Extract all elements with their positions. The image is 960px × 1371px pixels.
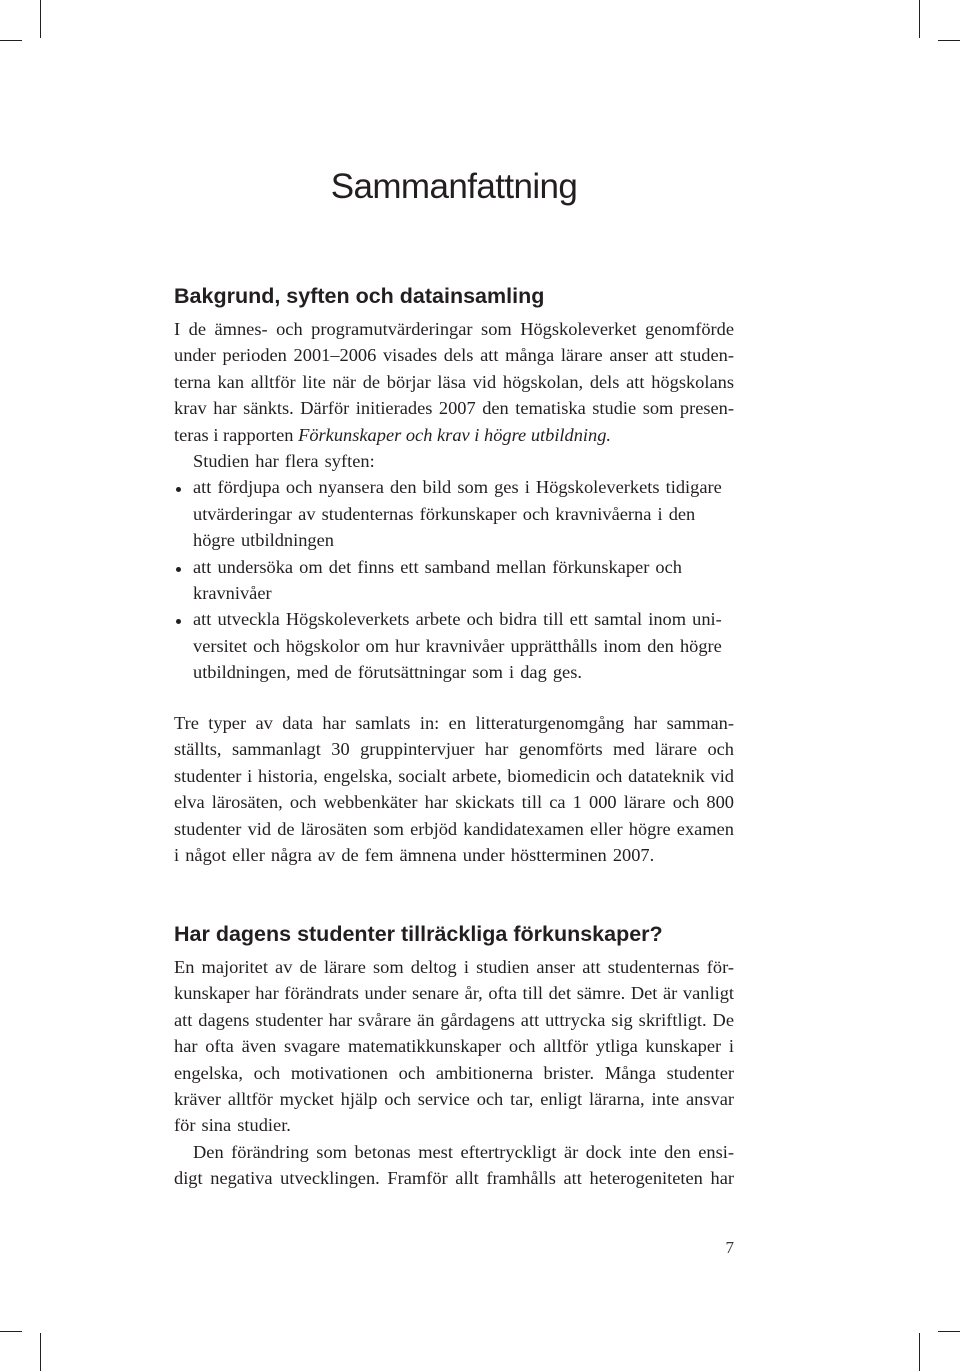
crop-mark	[919, 0, 920, 38]
text-line: En majoritet av de lärare som deltog i studien anser att studenternas för-	[174, 957, 734, 977]
text-line	[174, 633, 734, 659]
text-line: har ofta även svagare matematikkunskaper och alltför ytliga kunskaper i	[174, 1036, 734, 1057]
page-title: Sammanfattning	[330, 167, 578, 206]
paragraph	[174, 954, 734, 1139]
text-line: i något eller några av de fem ämnena under höstterminen 2007.	[174, 845, 655, 866]
crop-mark	[0, 40, 22, 41]
paragraph	[174, 316, 734, 448]
text-line: under perioden 2001–2006 visades dels att många lärare anser att studen-	[174, 345, 734, 366]
list-item-text: versitet och högskolor om hur kravnivåer upprätthålls inom den högre	[193, 635, 722, 656]
bullet-icon	[176, 619, 181, 624]
list-item-text: att undersöka om det finns ett samband mellan förkunskaper och	[193, 556, 682, 577]
list-item-text: att fördjupa och nyansera den bild som ges i Högskoleverkets tidigare	[193, 477, 722, 498]
text-line	[174, 474, 734, 500]
list-item-text: utvärderingar av studenternas förkunskaper och kravnivåerna i den	[193, 503, 696, 524]
list-item	[174, 474, 734, 553]
text-line: Tre typer av data har samlats in: en litteraturgenomgång har samman-	[174, 713, 734, 733]
text-line: att dagens studenter har svårare än gårdagens att uttrycka sig skriftligt. De	[174, 1009, 734, 1030]
text-line: för sina studier.	[174, 1115, 291, 1136]
crop-mark	[919, 1333, 920, 1371]
crop-mark	[40, 0, 41, 38]
text-line: krav har sänkts. Därför initierades 2007 den tematiska studie som presen-	[174, 398, 734, 419]
text-line: I de ämnes- och programutvärderingar som Högskoleverket genomförde	[174, 319, 734, 339]
text-line: Den förändring som betonas mest eftertryckligt är dock inte den ensi-	[193, 1141, 734, 1162]
paragraph	[174, 710, 734, 868]
report-title: Förkunskaper och krav i högre utbildning.	[298, 424, 612, 445]
list-intro: Studien har flera syften:	[193, 451, 375, 472]
text-line: elva lärosäten, och webbenkäter har skickats till ca 1 000 lärare och 800	[174, 792, 734, 813]
text-line	[174, 422, 734, 448]
list-item-text: högre utbildningen	[193, 530, 334, 551]
crop-mark	[0, 1331, 22, 1332]
list-item	[174, 554, 734, 607]
text-line: digt negativa utvecklingen. Framför allt framhålls att heterogeniteten har	[174, 1168, 734, 1189]
text-line	[174, 659, 734, 685]
text-line: kunskaper har förändrats under senare år, ofta till det sämre. Det är vanligt	[174, 983, 734, 1004]
text-line: studenter vid de lärosäten som erbjöd kandidatexamen eller högre examen	[174, 818, 734, 839]
section-body	[174, 316, 734, 686]
crop-mark	[40, 1333, 41, 1371]
text-line: studenter i historia, engelska, socialt arbete, biomedicin och datateknik vid	[174, 765, 734, 786]
bullet-icon	[176, 487, 181, 492]
text-line	[174, 554, 734, 580]
list-item-text: utbildningen, med de förutsättningar som i dag ges.	[193, 662, 582, 683]
section-body	[174, 954, 734, 1192]
text-line: ställts, sammanlagt 30 gruppintervjuer har genomförts med lärare och	[174, 739, 734, 760]
text-line: engelska, och motivationen och ambitionerna brister. Många studenter	[174, 1062, 734, 1083]
list-item	[174, 606, 734, 685]
crop-mark	[938, 40, 960, 41]
bullet-icon	[176, 567, 181, 572]
paragraph	[174, 1139, 734, 1192]
list-item-text: kravnivåer	[193, 583, 272, 604]
crop-mark	[938, 1331, 960, 1332]
text-line: kräver alltför mycket hjälp och service och tar, enligt lärarna, inte ansvar	[174, 1089, 734, 1110]
text-fragment: teras i rapporten	[174, 424, 299, 445]
section-heading: Bakgrund, syften och datainsamling	[174, 284, 545, 308]
page-number: 7	[725, 1238, 734, 1257]
text-line	[174, 501, 734, 527]
list-item-text: att utveckla Högskoleverkets arbete och bidra till ett samtal inom uni-	[193, 609, 722, 630]
text-line	[174, 580, 734, 606]
text-line: terna kan alltför lite när de börjar läsa vid högskolan, dels att högskolans	[174, 371, 734, 392]
text-line	[174, 606, 734, 632]
text-line	[174, 527, 734, 553]
bullet-list	[174, 474, 734, 685]
section-heading: Har dagens studenter tillräckliga förkunskaper?	[174, 922, 663, 946]
